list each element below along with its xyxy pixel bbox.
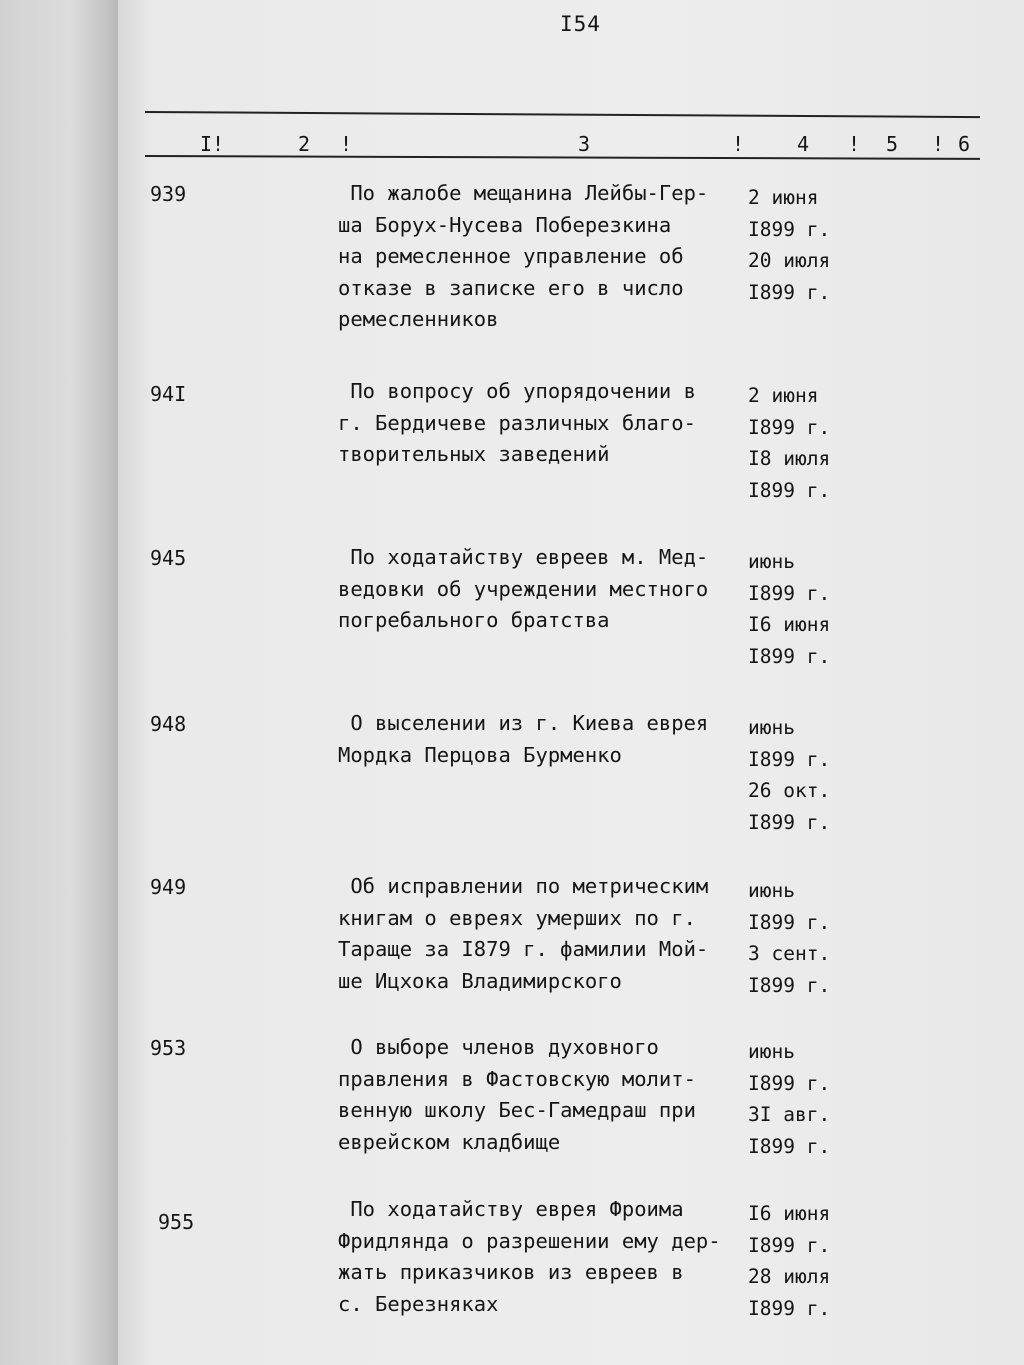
record-title — [338, 708, 748, 771]
record-date-line: I6 июня — [748, 1202, 831, 1225]
record-dates — [748, 546, 868, 672]
record-number: 939 — [150, 182, 187, 206]
record-title-line: отказе в записке его в число — [338, 275, 684, 300]
column-header: 2 — [298, 132, 311, 156]
column-header: 4 — [797, 132, 810, 156]
record-dates — [748, 182, 868, 308]
record-title-line: По ходатайству еврея Фроима — [338, 1197, 684, 1221]
record-title — [338, 542, 748, 637]
record-title-line: погребального братства — [338, 608, 610, 632]
record-title-line: О выселении из г. Киева еврея — [338, 711, 709, 735]
record-date-line: 28 июля — [748, 1265, 831, 1288]
record-date-line: I899 г. — [748, 1134, 831, 1158]
record-date-line: 20 июля — [748, 249, 831, 272]
record-title-line: жать приказчиков из евреев в — [338, 1260, 684, 1284]
record-date-line: I899 г. — [748, 280, 831, 304]
record-date-line: июнь — [748, 716, 795, 739]
record-date-line: I899 г. — [748, 644, 831, 668]
record-title-line: на ремесленное управление об — [338, 244, 684, 268]
record-title-line: По жалобе мещанина Лейбы-Гер- — [338, 181, 709, 205]
record-date-line: 26 окт. — [748, 779, 831, 802]
record-title-line: книгам о евреях умерших по г. — [338, 905, 696, 930]
column-header: 5 — [886, 132, 899, 156]
record-date-line: 2 июня — [748, 186, 819, 209]
record-number: 949 — [150, 875, 187, 899]
record-date-line: I899 г. — [748, 910, 831, 934]
record-dates — [748, 1198, 868, 1324]
record-dates — [748, 1036, 868, 1162]
record-title-line: венную школу Бес-Гамедраш при — [338, 1098, 696, 1122]
column-header: ! — [848, 132, 861, 156]
record-dates — [748, 875, 868, 1001]
record-title — [338, 376, 748, 471]
record-date-line: I899 г. — [748, 415, 831, 439]
record-date-line: I899 г. — [748, 581, 831, 605]
column-header: 3 — [578, 132, 591, 156]
record-date-line: I899 г. — [748, 217, 831, 241]
column-header: ! — [732, 132, 745, 156]
column-header: ! — [932, 132, 945, 156]
record-date-line: I899 г. — [748, 1071, 831, 1095]
record-date-line: 2 июня — [748, 384, 819, 407]
record-title-line: ремесленников — [338, 307, 499, 331]
record-date-line: I899 г. — [748, 810, 831, 834]
column-header: ! — [340, 132, 353, 156]
column-header: 6 — [958, 132, 971, 156]
page-number: I54 — [560, 12, 601, 36]
record-number: 953 — [150, 1036, 187, 1060]
record-title-line: ведовки об учреждении местного — [338, 576, 709, 601]
record-title-line: По вопросу об упорядочении в — [338, 379, 696, 403]
record-date-line: I8 июля — [748, 447, 831, 470]
record-title-line: еврейском кладбище — [338, 1129, 561, 1154]
record-title-line: ша Борух-Нусева Поберезкина — [338, 212, 672, 237]
record-title-line: Об исправлении по метрическим — [338, 874, 709, 898]
record-title — [338, 871, 748, 997]
record-title-line: г. Бердичеве различных благо- — [338, 410, 696, 435]
record-title-line: Фридлянда о разрешении ему дер- — [338, 1228, 721, 1253]
record-date-line: июнь — [748, 1040, 795, 1063]
record-date-line: I899 г. — [748, 973, 831, 997]
record-title — [338, 1194, 748, 1320]
record-date-line: июнь — [748, 879, 795, 902]
record-date-line: июнь — [748, 550, 795, 573]
record-title-line: творительных заведений — [338, 442, 610, 466]
record-date-line: 3 сент. — [748, 942, 831, 965]
record-number: 945 — [150, 546, 187, 570]
record-number: 955 — [158, 1210, 195, 1234]
column-header: I! — [200, 132, 225, 156]
record-dates — [748, 712, 868, 838]
binding-gutter — [0, 0, 118, 1365]
record-title-line: По ходатайству евреев м. Мед- — [338, 545, 709, 569]
record-title-line: правления в Фастовскую молит- — [338, 1066, 696, 1091]
record-date-line: I6 июня — [748, 613, 831, 636]
record-date-line: I899 г. — [748, 747, 831, 771]
record-title — [338, 178, 748, 336]
record-title-line: ше Ицхока Владимирского — [338, 968, 622, 993]
record-date-line: 3I авг. — [748, 1103, 831, 1126]
record-title-line: Мордка Перцова Бурменко — [338, 742, 622, 767]
record-date-line: I899 г. — [748, 1233, 831, 1257]
record-dates — [748, 380, 868, 506]
record-title-line: О выборе членов духовного — [338, 1035, 659, 1059]
record-date-line: I899 г. — [748, 478, 831, 502]
record-number: 94I — [150, 382, 187, 406]
record-title-line: Тараще за I879 г. фамилии Мой- — [338, 937, 709, 961]
record-title-line: с. Березняках — [338, 1291, 499, 1316]
record-number: 948 — [150, 712, 187, 736]
record-title — [338, 1032, 748, 1158]
record-date-line: I899 г. — [748, 1296, 831, 1320]
